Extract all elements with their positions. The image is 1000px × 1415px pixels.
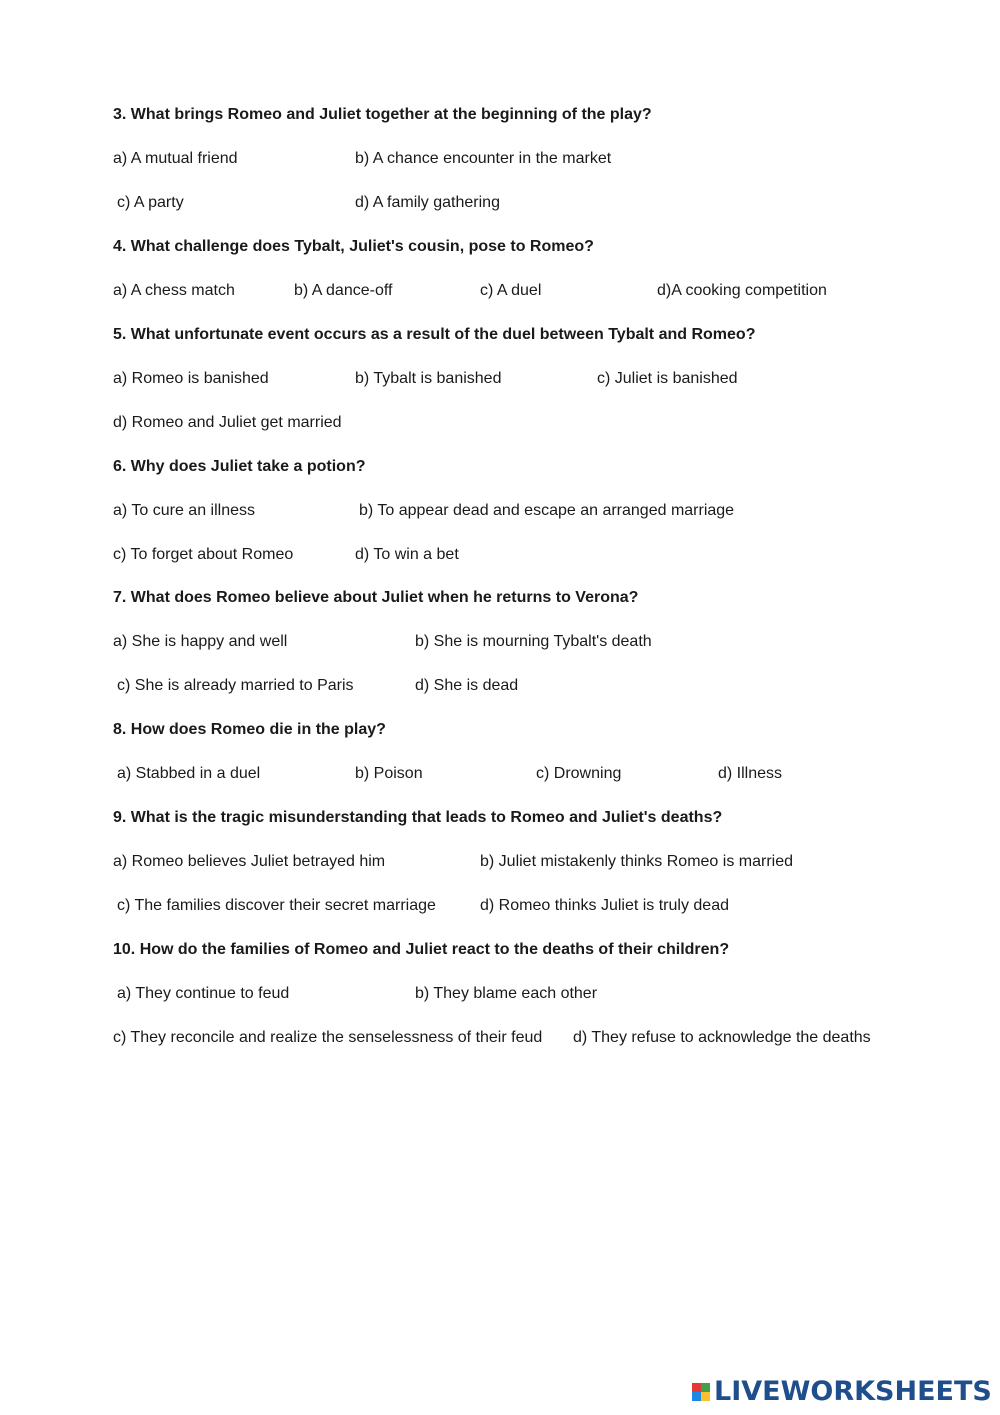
question-text: 3. What brings Romeo and Juliet together at the beginning of the play? <box>113 106 652 123</box>
answer-row <box>0 894 1000 918</box>
answer-option: b) Tybalt is banished <box>355 370 502 387</box>
answer-row <box>0 762 1000 786</box>
answer-option: a) They continue to feud <box>117 985 290 1002</box>
answer-row <box>0 543 1000 567</box>
answer-option: d) Romeo thinks Juliet is truly dead <box>480 897 729 914</box>
logo-square-blue <box>692 1392 701 1401</box>
answer-row <box>0 499 1000 523</box>
answer-option: a) A chess match <box>113 282 235 299</box>
answer-option: b) A chance encounter in the market <box>355 150 612 167</box>
logo-square-yellow <box>701 1392 710 1401</box>
answer-option: a) A mutual friend <box>113 150 238 167</box>
answer-option: d) A family gathering <box>355 194 500 211</box>
question-text: 9. What is the tragic misunderstanding that leads to Romeo and Juliet's deaths? <box>113 809 723 826</box>
answer-row <box>0 1026 1000 1050</box>
answer-option: d) Romeo and Juliet get married <box>113 414 342 431</box>
question-text: 6. Why does Juliet take a potion? <box>113 458 366 475</box>
answer-option: c) A duel <box>480 282 542 299</box>
answer-option: b) To appear dead and escape an arranged marriage <box>359 502 735 519</box>
answer-option: c) Juliet is banished <box>597 370 738 387</box>
answer-option: b) Juliet mistakenly thinks Romeo is married <box>480 853 793 870</box>
answer-option: c) They reconcile and realize the senselessness of their feud <box>113 1029 543 1046</box>
answer-option: d) She is dead <box>415 677 519 694</box>
answer-option: a) Romeo is banished <box>113 370 269 387</box>
question-text: 10. How do the families of Romeo and Juliet react to the deaths of their children? <box>113 941 730 958</box>
answer-option: d) They refuse to acknowledge the deaths <box>573 1029 871 1046</box>
answer-row <box>0 630 1000 654</box>
answer-row <box>0 191 1000 215</box>
answer-option: c) Drowning <box>536 765 622 782</box>
liveworksheets-logo <box>692 1374 990 1410</box>
answer-row <box>0 411 1000 435</box>
answer-option: d)A cooking competition <box>657 282 827 299</box>
answer-option: b) Poison <box>355 765 423 782</box>
answer-option: c) To forget about Romeo <box>113 546 294 563</box>
answer-option: d) Illness <box>718 765 783 782</box>
answer-option: b) A dance-off <box>294 282 393 299</box>
answer-row <box>0 279 1000 303</box>
answer-option: c) A party <box>117 194 184 211</box>
logo-square-green <box>701 1383 710 1392</box>
liveworksheets-logo-icon <box>692 1383 710 1401</box>
answer-row <box>0 367 1000 391</box>
answer-option: a) Romeo believes Juliet betrayed him <box>113 853 386 870</box>
answer-row <box>0 982 1000 1006</box>
logo-square-red <box>692 1383 701 1392</box>
answer-option: a) Stabbed in a duel <box>117 765 261 782</box>
question-text: 8. How does Romeo die in the play? <box>113 721 386 738</box>
answer-row <box>0 850 1000 874</box>
answer-option: a) She is happy and well <box>113 633 288 650</box>
answer-option: b) They blame each other <box>415 985 598 1002</box>
answer-option: c) The families discover their secret marriage <box>117 897 436 914</box>
question-text: 7. What does Romeo believe about Juliet when he returns to Verona? <box>113 589 639 606</box>
answer-option: d) To win a bet <box>355 546 459 563</box>
question-text: 5. What unfortunate event occurs as a result of the duel between Tybalt and Romeo? <box>113 326 756 343</box>
answer-row <box>0 147 1000 171</box>
answer-option: a) To cure an illness <box>113 502 255 519</box>
answer-option: b) She is mourning Tybalt's death <box>415 633 652 650</box>
answer-option: c) She is already married to Paris <box>117 677 354 694</box>
logo-text: LIVEWORKSHEETS <box>714 1376 992 1407</box>
question-text: 4. What challenge does Tybalt, Juliet's cousin, pose to Romeo? <box>113 238 594 255</box>
answer-row <box>0 674 1000 698</box>
